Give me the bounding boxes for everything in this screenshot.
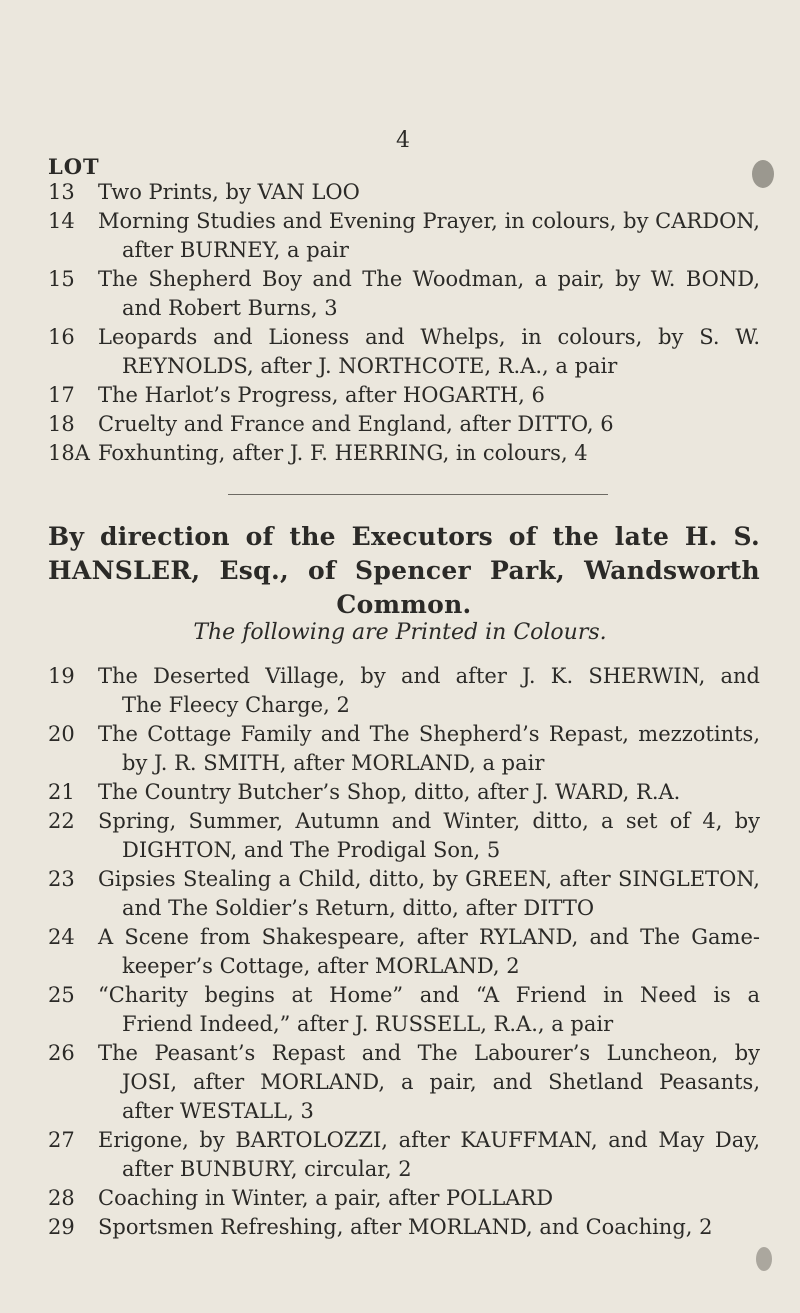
lot-number: 20 [48, 722, 75, 746]
lot-description [98, 207, 760, 265]
lot-description-line: Friend Indeed,” after J. RUSSELL, R.A., a pair [122, 1012, 614, 1036]
lot-number: 27 [48, 1128, 75, 1152]
lot-description-line: and Robert Burns, 3 [122, 296, 338, 320]
lot-description-line: DIGHTON, and The Prodigal Son, 5 [122, 838, 501, 862]
lot-description [98, 1213, 760, 1242]
lot-description-line: The Deserted Village, by and after J. K. SHERWIN, and [98, 664, 760, 688]
lot-description [98, 1184, 760, 1213]
lot-description [98, 778, 760, 807]
section-subtitle: The following are Printed in Colours. [193, 620, 607, 645]
direction-line-1: By direction of the Executors of the late H. S. [48, 522, 760, 551]
lot-description-line: The Peasant’s Repast and The Labourer’s Luncheon, by [98, 1041, 760, 1065]
lot-description-line: Sportsmen Refreshing, after MORLAND, and Coaching, 2 [98, 1215, 713, 1239]
lot-entry [48, 265, 760, 323]
lot-description-line: after BURNEY, a pair [122, 238, 349, 262]
lot-number: 28 [48, 1186, 75, 1210]
lot-entry [48, 923, 760, 981]
lot-description-line: Two Prints, by VAN LOO [98, 180, 360, 204]
lot-entry [48, 1184, 760, 1213]
lot-entry [48, 439, 760, 468]
lot-entry [48, 410, 760, 439]
lot-description [98, 981, 760, 1039]
lot-entry [48, 207, 760, 265]
lot-description [98, 923, 760, 981]
lot-entry [48, 662, 760, 720]
lot-description-line: “Charity begins at Home” and “A Friend in Need is a [98, 983, 760, 1007]
lot-description-line: keeper’s Cottage, after MORLAND, 2 [122, 954, 520, 978]
lot-number: 24 [48, 925, 75, 949]
lot-number: 16 [48, 325, 75, 349]
lot-description-line: Erigone, by BARTOLOZZI, after KAUFFMAN, and May Day, [98, 1128, 760, 1152]
lot-column-heading: LOT [48, 154, 100, 179]
lot-description-line: The Cottage Family and The Shepherd’s Repast, mezzotints, [98, 722, 760, 746]
lot-entry [48, 720, 760, 778]
lot-entry [48, 1126, 760, 1184]
lot-description-line: Cruelty and France and England, after DITTO, 6 [98, 412, 614, 436]
lot-description [98, 662, 760, 720]
lot-description [98, 439, 760, 468]
lot-number: 19 [48, 664, 75, 688]
lot-entry [48, 778, 760, 807]
lot-number: 25 [48, 983, 75, 1007]
lot-number: 14 [48, 209, 75, 233]
lot-entry [48, 865, 760, 923]
lot-description-line: A Scene from Shakespeare, after RYLAND, and The Game- [98, 925, 760, 949]
lot-description [98, 410, 760, 439]
direction-line-3: Common. [336, 590, 472, 619]
sale-direction-heading [48, 520, 760, 622]
lot-description [98, 323, 760, 381]
lot-description [98, 865, 760, 923]
lot-entry [48, 981, 760, 1039]
lot-entry [48, 381, 760, 410]
lot-description [98, 381, 760, 410]
lot-number: 18 [48, 412, 75, 436]
lot-description-line: Coaching in Winter, a pair, after POLLARD [98, 1186, 554, 1210]
lot-description [98, 807, 760, 865]
lot-description-line: REYNOLDS, after J. NORTHCOTE, R.A., a pair [122, 354, 618, 378]
lot-description-line: by J. R. SMITH, after MORLAND, a pair [122, 751, 545, 775]
lot-number: 15 [48, 267, 75, 291]
lot-description-line: Spring, Summer, Autumn and Winter, ditto, a set of 4, by [98, 809, 760, 833]
lot-entry [48, 178, 760, 207]
lot-description [98, 178, 760, 207]
page-number: 4 [396, 128, 410, 153]
lot-description-line: The Shepherd Boy and The Woodman, a pair, by W. BOND, [98, 267, 760, 291]
lot-number: 21 [48, 780, 75, 804]
lot-description-line: Morning Studies and Evening Prayer, in colours, by CARDON, [98, 209, 760, 233]
lot-description [98, 1126, 760, 1184]
lot-entry [48, 807, 760, 865]
lot-description-line: after WESTALL, 3 [122, 1099, 314, 1123]
lot-description [98, 720, 760, 778]
lot-description-line: Leopards and Lioness and Whelps, in colours, by S. W. [98, 325, 760, 349]
lot-number: 23 [48, 867, 75, 891]
lot-number: 22 [48, 809, 75, 833]
lot-description-line: The Fleecy Charge, 2 [122, 693, 350, 717]
lot-description-line: JOSI, after MORLAND, a pair, and Shetland Peasants, [122, 1070, 760, 1094]
lot-description-line: after BUNBURY, circular, 2 [122, 1157, 412, 1181]
lot-entry [48, 1039, 760, 1126]
lot-entry [48, 323, 760, 381]
lot-number: 13 [48, 180, 75, 204]
lot-description [98, 1039, 760, 1126]
lot-number: 29 [48, 1215, 75, 1239]
lot-list-section-1 [48, 178, 760, 468]
lot-number: 18A [48, 441, 90, 465]
lot-description-line: The Country Butcher’s Shop, ditto, after J. WARD, R.A. [98, 780, 681, 804]
lot-entry [48, 1213, 760, 1242]
lot-description-line: Gipsies Stealing a Child, ditto, by GREEN, after SINGLETON, [98, 867, 760, 891]
lot-number: 26 [48, 1041, 75, 1065]
section-divider [228, 494, 608, 495]
paper-stain-bottom-right [756, 1247, 772, 1271]
lot-number: 17 [48, 383, 75, 407]
direction-line-2: HANSLER, Esq., of Spencer Park, Wandsworth [48, 556, 760, 585]
lot-list-section-2 [48, 662, 760, 1242]
lot-description [98, 265, 760, 323]
lot-description-line: Foxhunting, after J. F. HERRING, in colours, 4 [98, 441, 588, 465]
lot-description-line: and The Soldier’s Return, ditto, after DITTO [122, 896, 595, 920]
lot-description-line: The Harlot’s Progress, after HOGARTH, 6 [98, 383, 545, 407]
